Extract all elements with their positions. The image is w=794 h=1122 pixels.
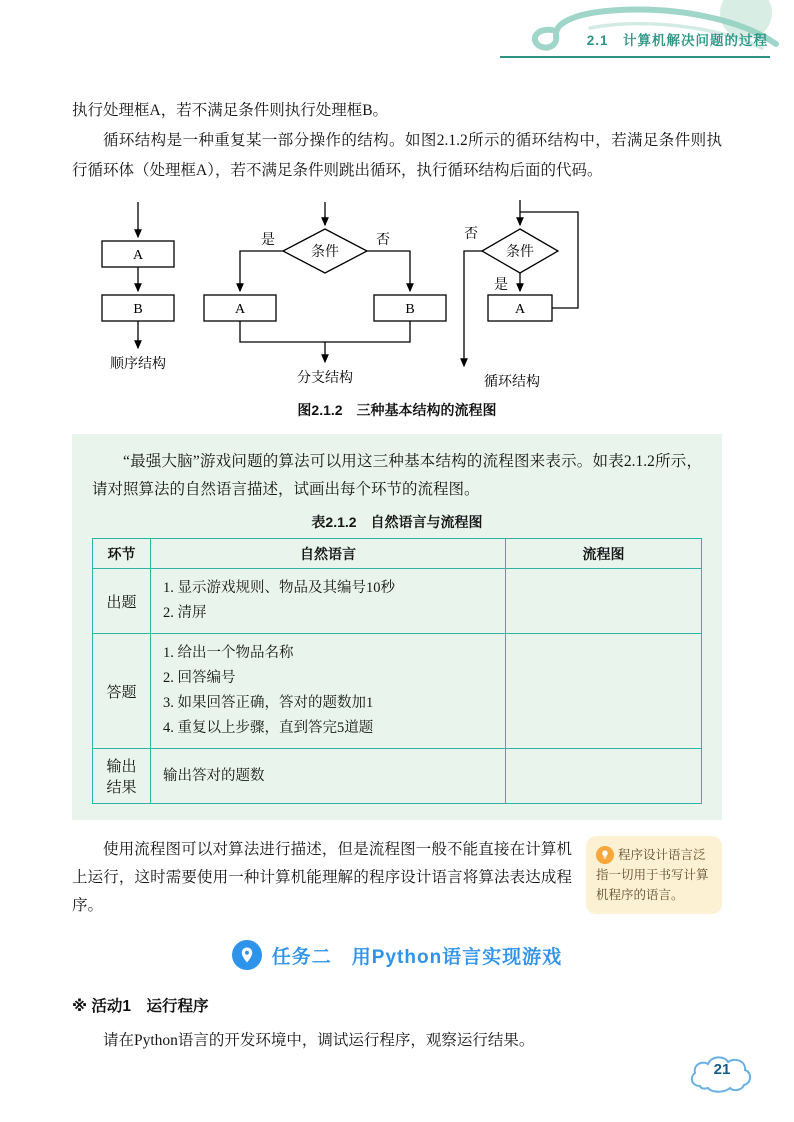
table-row [93,634,702,749]
yes-label: 是 [261,233,275,248]
yes-label: 是 [494,278,508,293]
figure-caption: 图2.1.2 三种基本结构的流程图 [297,402,497,418]
page-number-cloud [686,1052,758,1098]
flowchart-cell-empty [506,634,702,749]
natural-language-line: 2. 清屏 [163,605,207,621]
margin-note-text: 程序设计语言泛指一切用于书写计算机程序的语言。 [596,848,709,902]
section-header: 2.1 计算机解决问题的过程 [586,33,768,48]
sequence-label: 顺序结构 [110,357,166,372]
natural-language-line: 2. 回答编号 [163,670,236,686]
box-b-label: B [133,302,143,317]
loop-structure [464,200,578,390]
natural-language-line: 1. 显示游戏规则、物品及其编号10秒 [163,580,395,596]
stage-cell: 答题 [93,634,151,749]
column-header-flowchart: 流程图 [506,539,702,569]
loop-label: 循环结构 [484,375,540,390]
activity1-paragraph: 请在Python语言的开发环境中，调试运行程序，观察运行结果。 [103,1032,535,1049]
table-header-row [93,539,702,569]
branch-label: 分支结构 [297,371,353,386]
lightbulb-icon [596,846,614,864]
task-title: 任务二 用Python语言实现游戏 [271,946,563,968]
box-a-label: A [132,248,144,263]
stage-cell: 出题 [93,569,151,634]
paragraph-loop-structure: 循环结构是一种重复某一部分操作的结构。如图2.1.2所示的循环结构中，若满足条件则执行循环体（处理框A），若不满足条件则跳出循环，执行循环结构后面的代码。 [72,132,722,179]
box-a-label: A [514,302,526,317]
paragraph-continuation: 执行处理框A，若不满足条件则执行处理框B。 [72,102,389,119]
natural-language-line: 1. 给出一个物品名称 [163,645,294,661]
table-row [93,569,702,634]
flowchart-diagram [72,196,722,396]
activity1-heading: ※ 活动1 运行程序 [72,998,209,1015]
flowchart-cell-empty [506,749,702,804]
page-number: 21 [713,1061,731,1078]
paragraph-with-note [72,836,722,920]
box-a-label: A [234,302,246,317]
natural-language-cell [151,569,506,634]
margin-note [586,836,722,914]
condition-label: 条件 [506,245,534,260]
flowchart-cell-empty [506,569,702,634]
natural-language-flowchart-table [92,538,702,804]
natural-language-line: 3. 如果回答正确，答对的题数加1 [163,695,374,711]
natural-language-cell [151,634,506,749]
box-b-label: B [405,302,415,317]
activity-box [72,434,722,820]
activity-paragraph: “最强大脑”游戏问题的算法可以用这三种基本结构的流程图来表示。如表2.1.2所示，请对照算法的自然语言描述，试画出每个环节的流程图。 [92,453,702,498]
natural-language-line: 4. 重复以上步骤，直到答完5道题 [163,720,374,736]
natural-language-line: 输出答对的题数 [163,767,265,784]
no-label: 否 [376,233,390,248]
header-rule [500,56,770,58]
branch-structure [204,202,446,386]
no-label: 否 [464,227,478,242]
table-row [93,749,702,804]
paragraph-program-language: 使用流程图可以对算法进行描述，但是流程图一般不能直接在计算机上运行，这时需要使用一种计算机能理解的程序设计语言将算法表达成程序。 [72,841,572,914]
table-title: 表2.1.2 自然语言与流程图 [311,514,483,530]
stage-cell: 输出结果 [93,749,151,804]
natural-language-cell [151,749,506,804]
task-heading [72,940,722,970]
location-pin-icon [232,940,262,970]
figure-three-structures [72,196,722,420]
column-header-stage: 环节 [93,539,151,569]
condition-label: 条件 [311,245,339,260]
main-content [72,96,722,1056]
column-header-natural-language: 自然语言 [151,539,506,569]
sequence-structure [102,202,174,372]
